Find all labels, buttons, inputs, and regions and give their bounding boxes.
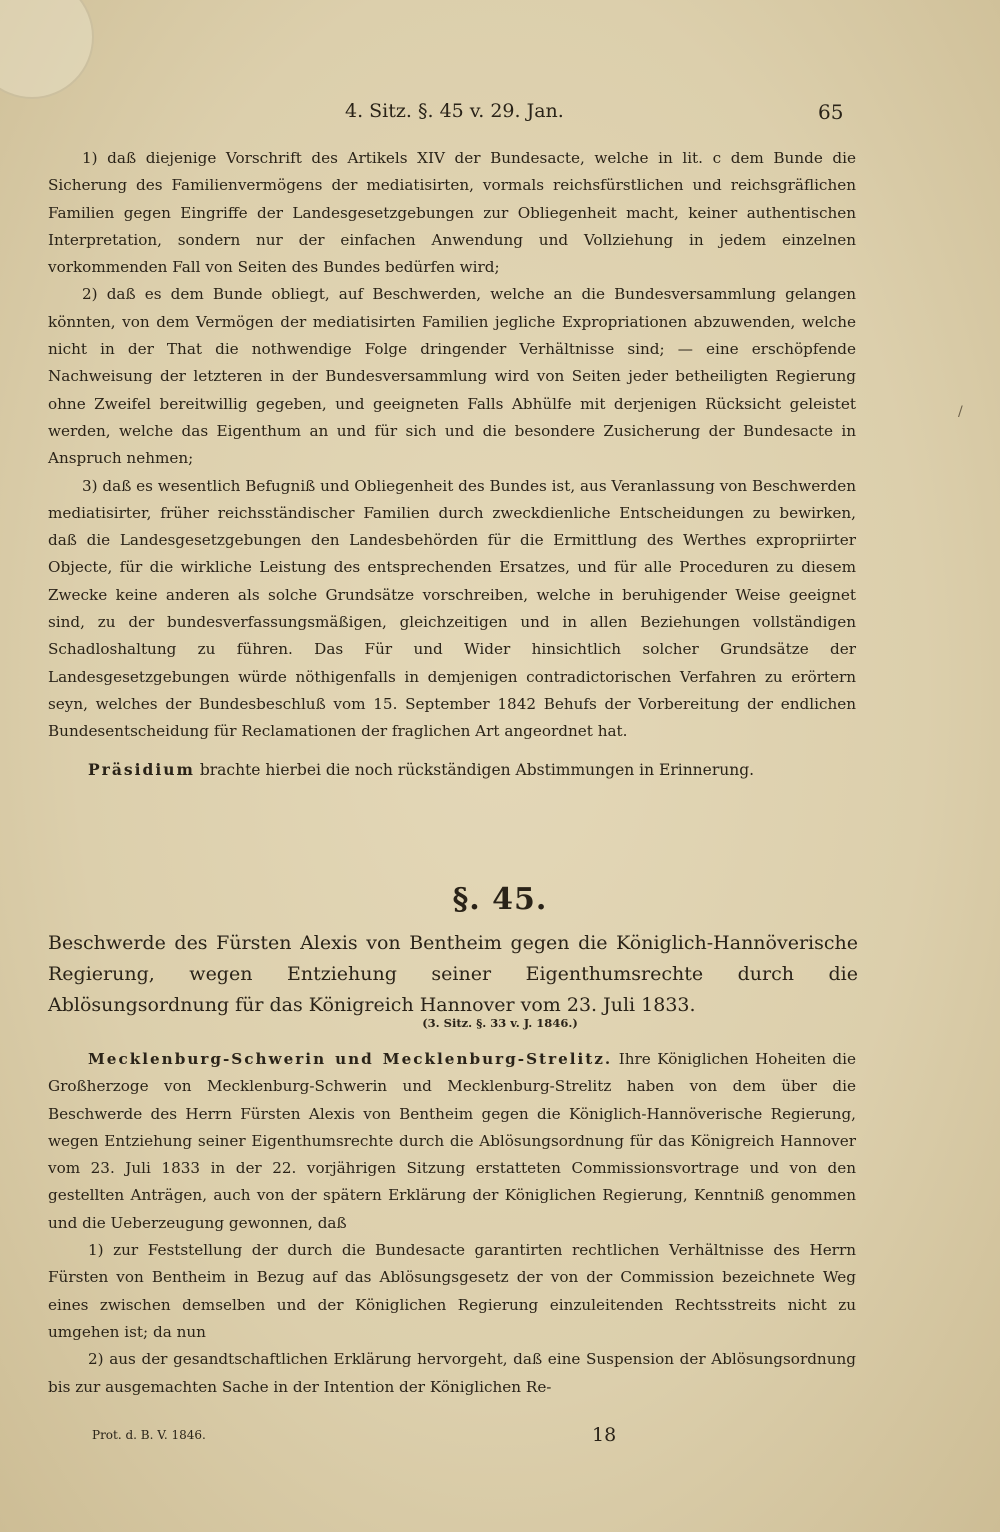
point-2: 2) daß es dem Bunde obliegt, auf Beschwerden, welche an die Bundesversammlung gelangen könnten, von dem Vermögen der mediatisirten Familien jegliche Expropriationen abzuwenden, welche nicht in der That die nothwendige Folge dringender Verhältnisse sind; — eine erschöpfende Nachweisung der letzteren in der Bundesversammlung wird von Seiten jeder betheiligten Regierung ohne Zweifel bereitwillig gegeben, und geeigneten Falls Abhülfe mit derjenigen Rücksicht geleistet werden, welche das Eigenthum an und für sich und die besondere Zusicherung der Bundesacte in Anspruch nehmen; — [48, 285, 856, 468]
margin-mark: / — [958, 404, 963, 420]
signature-mark: 18 — [592, 1424, 617, 1446]
president-text: brachte hierbei die noch rückständigen Abstimmungen in Erinnerung. — [199, 760, 755, 779]
main-paragraph: Ihre Königlichen Hoheiten die Großherzoge von Mecklenburg-Schwerin und Mecklenburg-Strelitz haben von dem über die Beschwerde des Herrn Fürsten Alexis von Bentheim gegen die Königlich-Hannöverische Regierung, wegen Entziehung seiner Eigenthumsrechte durch die Ablösungsordnung für das Königreich Hannover vom 23. Juli 1833 in der 22. vorjährigen Sitzung erstatteten Commissionsvortrage und von den gestellten Anträgen, auch von der spätern Erklärung der Königlichen Regierung, Kenntniß genommen und die Ueberzeugung gewonnen, daß — [48, 1050, 857, 1232]
point-3: 3) daß es wesentlich Befugniß und Obliegenheit des Bundes ist, aus Veranlassung von Beschwerden mediatisirter, früher reichsständischer Familien durch zweckdienliche Entscheidungen zu bewirken, daß die Landesgesetzgebungen den Landesbehörden für die Ermittlung des Werthes expropriirter Objecte, für die wirkliche Leistung des entsprechenden Ersatzes, und für alle Proceduren zu diesem Zwecke keine anderen als solche Grundsätze vorschreiben, welche in beruhigender Weise geeignet sind, zu der bundesverfassungsmäßigen, gleichzeitigen und in allen Beziehungen vollständigen Schadloshaltung zu führen. Das Für und Wider hinsichtlich solcher Grundsätze der Landesgesetzgebungen würde nöthigenfalls in demjenigen contradictorischen Verfahren zu erörtern seyn, welches der Bundesbeschluß vom 15. September 1842 Behufs der Vorbereitung der endlichen Bundesentscheidung für Reclamationen der fraglichen Art angeordnet hat. — [48, 476, 857, 741]
vote-point-1: 1) zur Feststellung der durch die Bundesacte garantirten rechtlichen Verhältnisse des Herrn Fürsten von Bentheim in Bezug auf das Ablösungsgesetz der von der Commission bezeichnete Weg eines zwischen demselben und der Königlichen Regierung einzuleitenden Rechtsstreits nicht zu umgehen ist; da nun — [48, 1241, 856, 1341]
page-header — [0, 100, 1000, 130]
page-footer — [0, 1424, 1000, 1454]
vote-text — [48, 1046, 856, 1401]
speaker-paragraph — [48, 1046, 856, 1237]
vote-point-2: 2) aus der gesandtschaftlichen Erklärung hervorgeht, daß eine Suspension der Ablösungsordnung bis zur ausgemachten Sache in der Intention der Königlichen Re- — [48, 1350, 856, 1396]
page-number: 65 — [818, 100, 844, 124]
point-1: 1) daß diejenige Vorschrift des Artikels XIV der Bundesacte, welche in lit. c dem Bunde die Sicherung des Familienvermögens der mediatisirten, vormals reichsfürstlichen und reichsgräflichen Familien gegen Eingriffe der Landesgesetzgebungen zur Obliegenheit macht, keiner authentischen Interpretation, sondern nur der einfachen Anwendung und Vollziehung in jedem einzelnen vorkommenden Fall von Seiten des Bundes bedürfen wird; — [48, 149, 856, 277]
section-subject — [48, 928, 858, 1021]
citation: (3. Sitz. §. 33 v. J. 1846.) — [422, 1016, 578, 1030]
running-title: 4. Sitz. §. 45 v. 29. Jan. — [345, 100, 564, 122]
speaker: Mecklenburg-Schwerin und Mecklenburg-Strelitz. — [88, 1050, 613, 1068]
president-label: Präsidium — [88, 759, 195, 779]
section-heading: §. 45. — [452, 882, 548, 917]
resolution-points — [48, 145, 856, 784]
library-stamp — [0, 0, 94, 99]
subject-text: Beschwerde des Fürsten Alexis von Bentheim gegen die Königlich-Hannöverische Regierung, wegen Entziehung seiner Eigenthumsrechte durch die Ablösungsordnung für das Königreich Hannover vom 23. Juli 1833. — [48, 932, 858, 1016]
protocol-reference: Prot. d. B. V. 1846. — [92, 1428, 206, 1442]
president-note — [48, 756, 856, 784]
